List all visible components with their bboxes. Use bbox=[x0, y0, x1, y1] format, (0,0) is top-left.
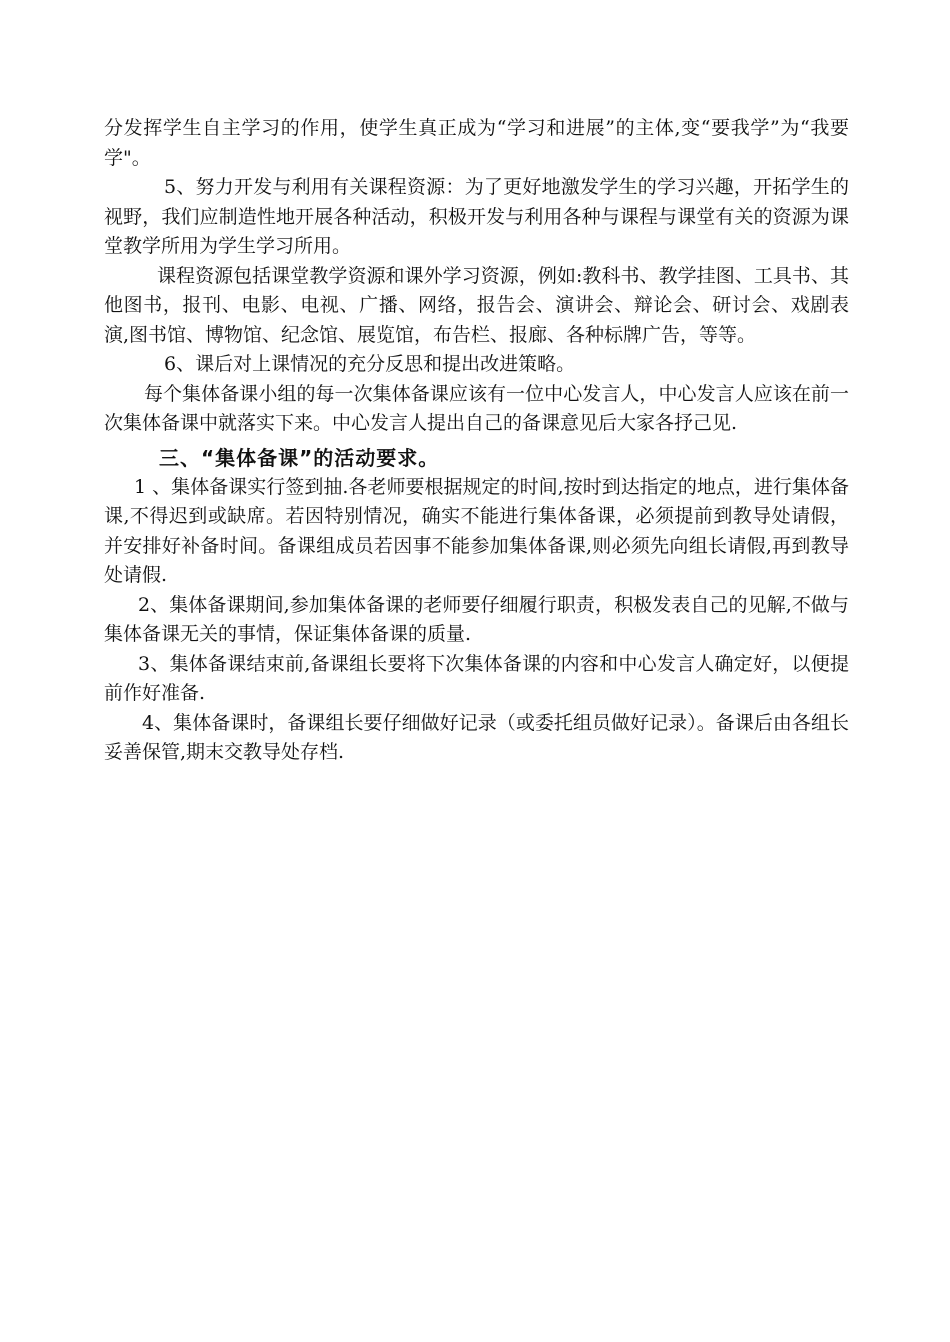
requirement-item-3: 3、集体备课结束前,备课组长要将下次集体备课的内容和中心发言人确定好，以便提前作好准备. bbox=[104, 652, 849, 704]
requirement-item-2: 2、集体备课期间,参加集体备课的老师要仔细履行职责，积极发表自己的见解,不做与集体备课无关的事情，保证集体备课的质量. bbox=[104, 593, 849, 645]
section-heading: 三、“集体备课”的活动要求。 bbox=[159, 445, 440, 470]
paragraph-student-autonomy: 分发挥学生自主学习的作用，使学生真正成为“学习和进展”的主体,变“要我学”为“我要学"。 bbox=[104, 117, 849, 169]
paragraph-central-speaker: 每个集体备课小组的每一次集体备课应该有一位中心发言人，中心发言人应该在前一次集体备课中就落实下来。中心发言人提出自己的备课意见后大家各抒己见. bbox=[104, 382, 849, 434]
paragraph-reflection: 6、课后对上课情况的充分反思和提出改进策略。 bbox=[164, 353, 576, 375]
requirement-item-1: 1 、集体备课实行签到抽.各老师要根据规定的时间,按时到达指定的地点，进行集体备课,不得迟到或缺席。若因特别情况，确实不能进行集体备课，必须提前到教导处请假，并安排好补备时间。备课组成员若因事不能参加集体备课,则必须先向组长请假,再到教导处请假. bbox=[104, 475, 849, 586]
document-page bbox=[104, 114, 849, 768]
requirement-item-4: 4、集体备课时，备课组长要仔细做好记录（或委托组员做好记录）。备课后由各组长妥善保管,期末交教导处存档. bbox=[104, 711, 849, 763]
paragraph-resource-examples: 课程资源包括课堂教学资源和课外学习资源，例如:教科书、教学挂图、工具书、其他图书，报刊、电影、电视、广播、网络，报告会、演讲会、辩论会、研讨会、戏剧表演,图书馆、博物馆、纪念馆、展览馆，布告栏、报廊、各种标牌广告，等等。 bbox=[104, 264, 849, 346]
paragraph-course-resources: 5、努力开发与利用有关课程资源：为了更好地激发学生的学习兴趣，开拓学生的视野，我们应制造性地开展各种活动，积极开发与利用各种与课程与课堂有关的资源为课堂教学所用为学生学习所用。 bbox=[104, 176, 849, 257]
